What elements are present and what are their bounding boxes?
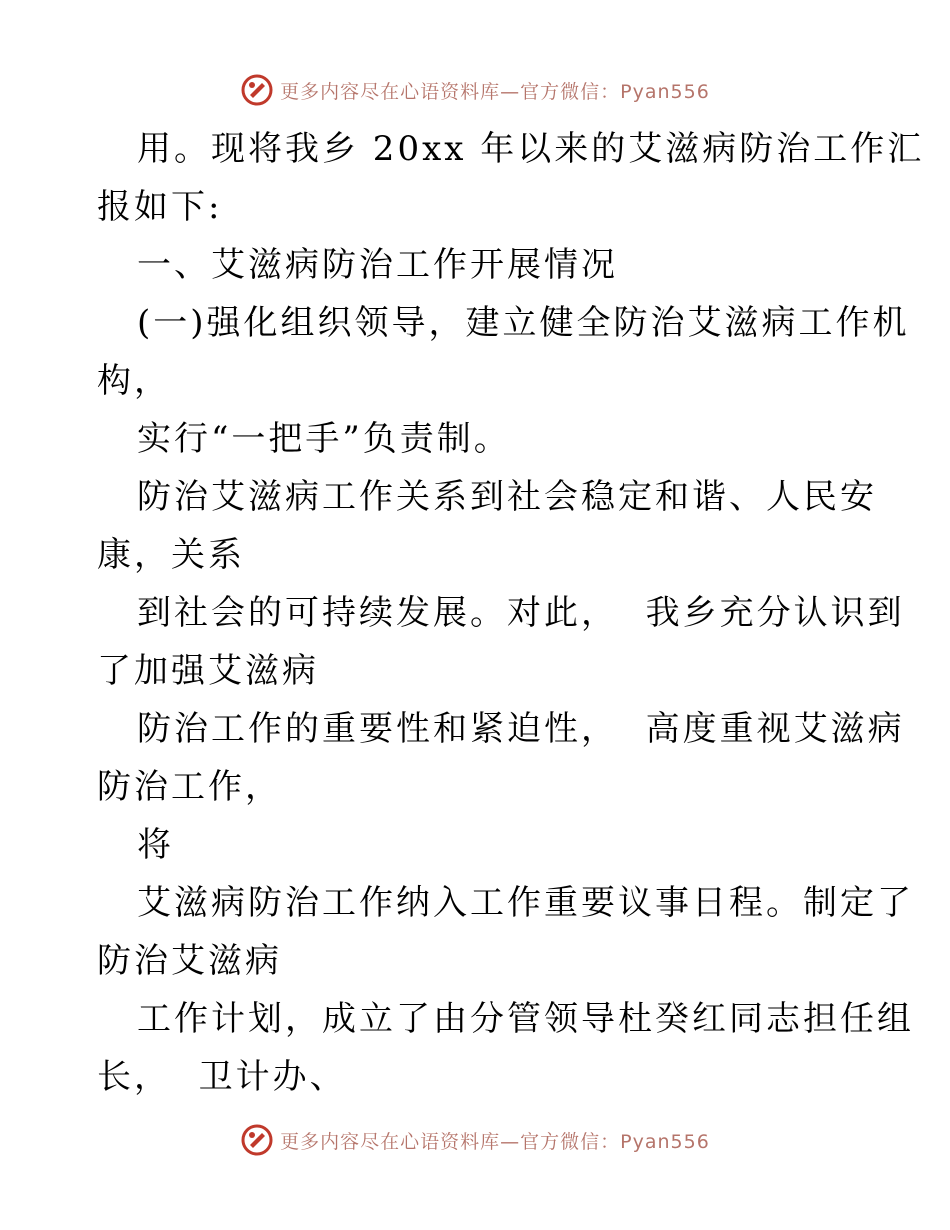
watermark-text: 更多内容尽在心语资料库—官方微信：Pyan556 bbox=[280, 80, 710, 103]
document-body bbox=[97, 120, 925, 1106]
body-line: 了加强艾滋病 bbox=[97, 651, 319, 691]
body-line: 艾滋病防治工作纳入工作重要议事日程。制定了 bbox=[137, 883, 914, 923]
watermark-banner-bottom bbox=[0, 1120, 950, 1160]
body-line: 实行“一把手”负责制。 bbox=[137, 419, 511, 459]
body-line: 防治工作， bbox=[97, 767, 282, 807]
body-line: 构， bbox=[97, 361, 171, 401]
body-line: 长， 卫计办、 bbox=[97, 1057, 347, 1097]
body-line: 到社会的可持续发展。对此， 我乡充分认识到 bbox=[137, 593, 905, 633]
subsection-heading: (一)强化组织领导，建立健全防治艾滋病工作机 bbox=[137, 303, 910, 343]
seal-logo-icon bbox=[240, 73, 274, 107]
body-line: 防治工作的重要性和紧迫性， 高度重视艾滋病 bbox=[137, 709, 905, 749]
watermark-text: 更多内容尽在心语资料库—官方微信：Pyan556 bbox=[280, 1130, 710, 1153]
body-line: 报如下: bbox=[97, 187, 223, 227]
seal-logo-icon bbox=[240, 1123, 274, 1157]
body-line: 康，关系 bbox=[97, 535, 245, 575]
watermark-banner-top bbox=[0, 70, 950, 110]
body-line: 用。现将我乡 20xx 年以来的艾滋病防治工作汇 bbox=[137, 129, 925, 169]
body-line: 将 bbox=[137, 825, 174, 865]
section-heading: 一、艾滋病防治工作开展情况 bbox=[137, 245, 618, 285]
body-line: 防治艾滋病 bbox=[97, 941, 282, 981]
body-line: 防治艾滋病工作关系到社会稳定和谐、人民安 bbox=[137, 477, 877, 517]
body-line: 工作计划，成立了由分管领导杜癸红同志担任组 bbox=[137, 999, 914, 1039]
